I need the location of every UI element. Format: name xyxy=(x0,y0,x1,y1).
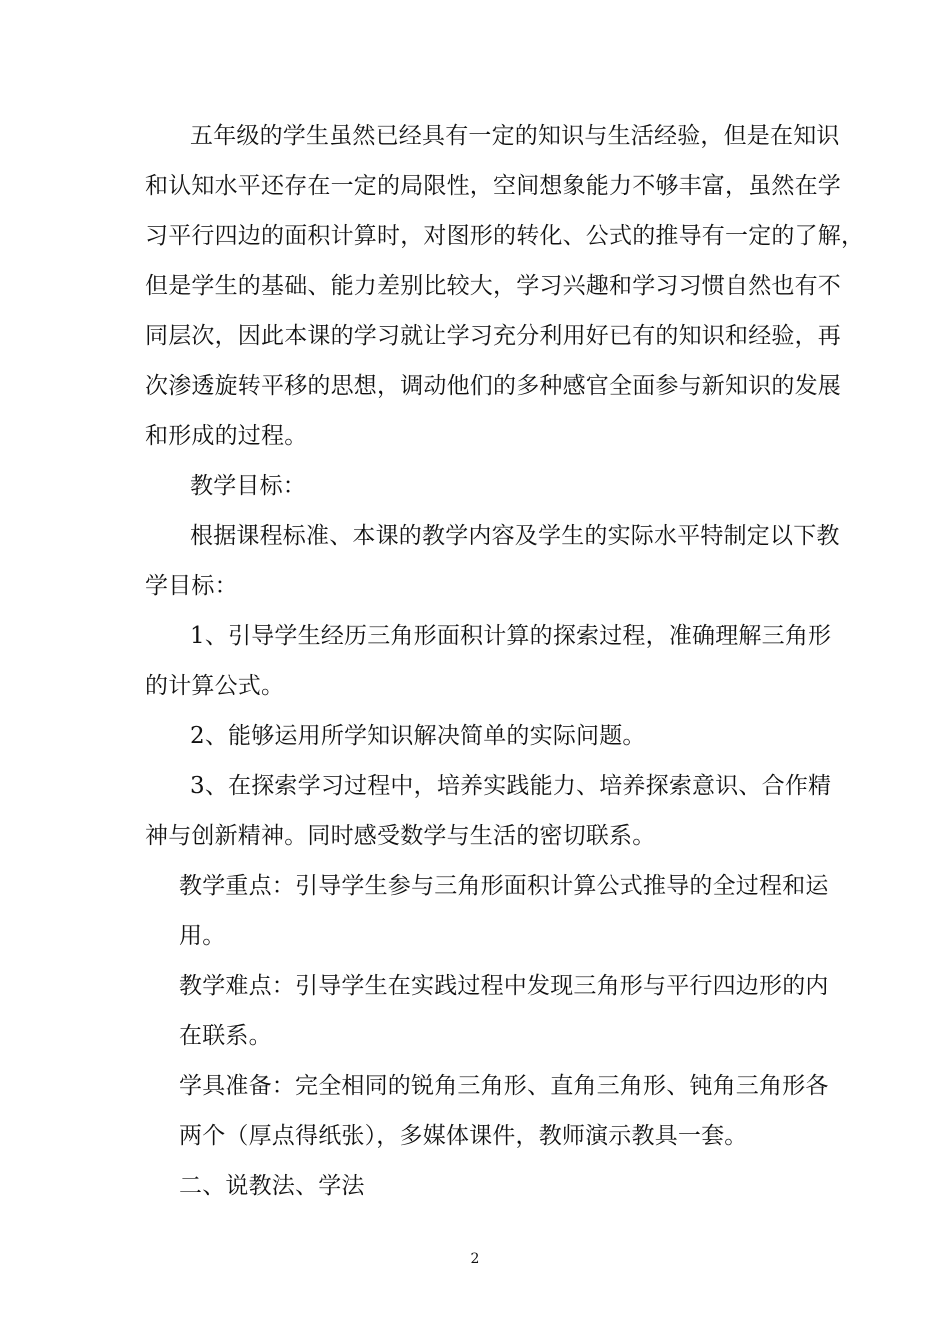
goal-item-3-continued: 神与创新精神。同时感受数学与生活的密切联系。 xyxy=(145,823,656,849)
goal-item-1-continued: 的计算公式。 xyxy=(145,673,285,699)
section-heading-teaching-goals: 教学目标： xyxy=(190,473,306,499)
teaching-focus: 教学重点：引导学生参与三角形面积计算公式推导的全过程和运 xyxy=(179,873,829,899)
teaching-difficulty: 教学难点：引导学生在实践过程中发现三角形与平行四边形的内 xyxy=(179,973,829,999)
paragraph-line: 和认知水平还存在一定的局限性，空间想象能力不够丰富，虽然在学 xyxy=(145,173,841,199)
materials-preparation: 学具准备：完全相同的锐角三角形、直角三角形、钝角三角形各 xyxy=(179,1073,829,1099)
page-number: 2 xyxy=(470,1251,480,1267)
paragraph-line: 次渗透旋转平移的思想，调动他们的多种感官全面参与新知识的发展 xyxy=(145,373,841,399)
paragraph-line: 根据课程标准、本课的教学内容及学生的实际水平特制定以下教 xyxy=(190,523,840,549)
paragraph-line: 学目标： xyxy=(145,573,238,599)
paragraph-line: 五年级的学生虽然已经具有一定的知识与生活经验，但是在知识 xyxy=(190,123,840,149)
paragraph-line: 同层次，因此本课的学习就让学习充分利用好已有的知识和经验，再 xyxy=(145,323,841,349)
paragraph-line: 习平行四边的面积计算时，对图形的转化、公式的推导有一定的了解， xyxy=(145,223,865,249)
goal-item-1: 1、引导学生经历三角形面积计算的探索过程，准确理解三角形 xyxy=(190,623,832,649)
goal-item-3: 3、在探索学习过程中，培养实践能力、培养探索意识、合作精 xyxy=(190,773,832,799)
section-heading-methods: 二、说教法、学法 xyxy=(179,1173,365,1199)
paragraph-line: 但是学生的基础、能力差别比较大，学习兴趣和学习习惯自然也有不 xyxy=(145,273,841,299)
paragraph-line: 和形成的过程。 xyxy=(145,423,308,449)
teaching-difficulty-continued: 在联系。 xyxy=(179,1023,272,1049)
materials-preparation-continued: 两个（厚点得纸张），多媒体课件，教师演示教具一套。 xyxy=(179,1123,748,1149)
goal-item-2: 2、能够运用所学知识解决简单的实际问题。 xyxy=(190,723,646,749)
teaching-focus-continued: 用。 xyxy=(179,923,226,949)
